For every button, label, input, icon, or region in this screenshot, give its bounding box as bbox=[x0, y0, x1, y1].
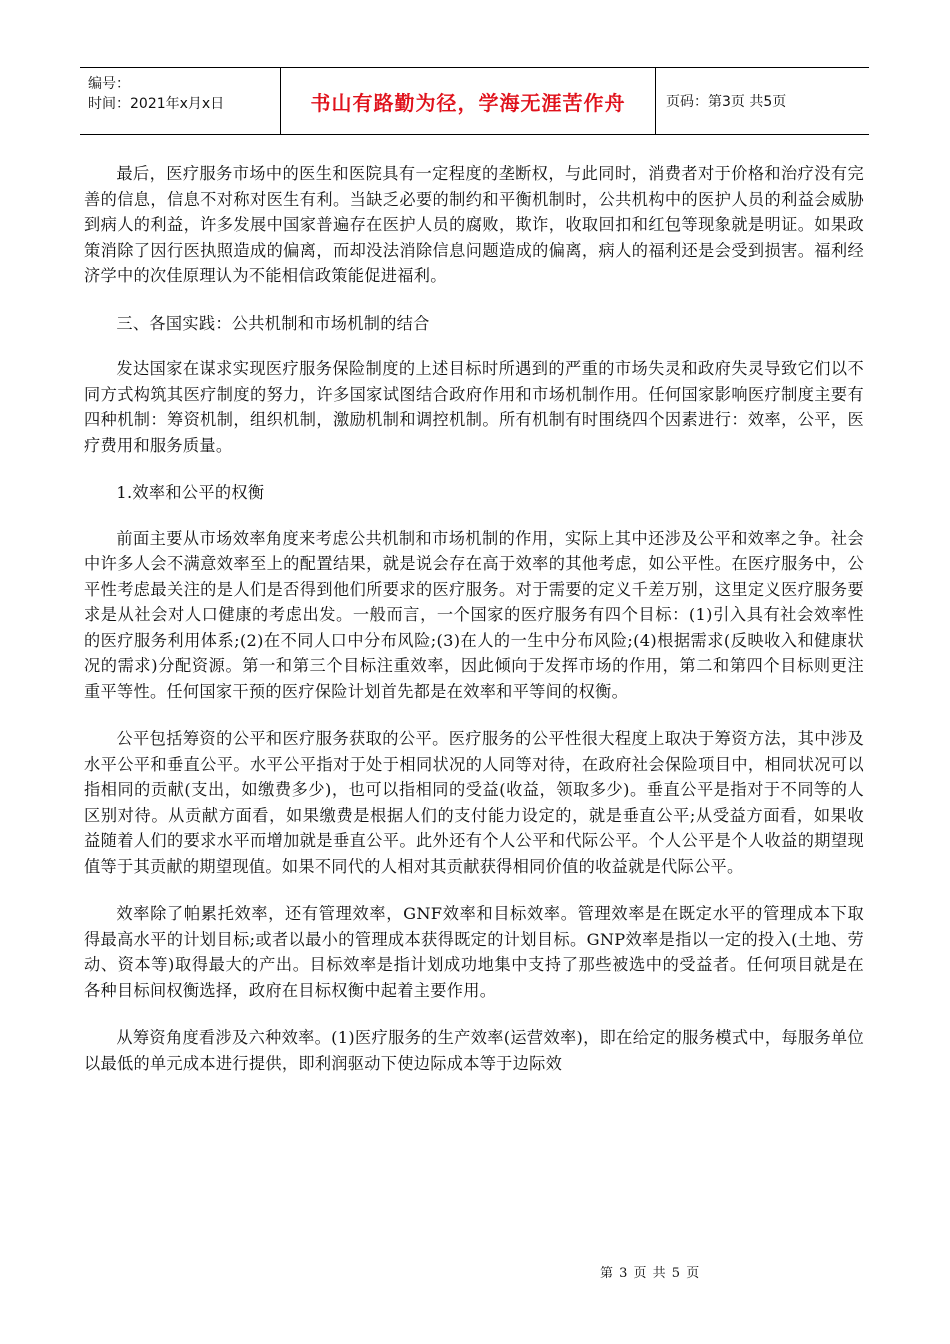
paragraph-financing-efficiency: 从筹资角度看涉及六种效率。(1)医疗服务的生产效率(运营效率)，即在给定的服务模式中，每服务单位以最低的单元成本进行提供，即利润驱动下使边际成本等于边际效 bbox=[84, 1028, 864, 1073]
page-header bbox=[80, 67, 869, 135]
paragraph-equity-types: 公平包括筹资的公平和医疗服务获取的公平。医疗服务的公平性很大程度上取决于筹资方法，其中涉及水平公平和垂直公平。水平公平指对于处于相同状况的人同等对待，在政府社会保险项目中，相同状况可以指相同的贡献(支出，如缴费多少)，也可以指相同的受益(收益，领取多少)。垂直公平是指对于不同等的人区别对待。从贡献方面看，如果缴费是根据人们的支付能力设定的，就是垂直公平;从受益方面看，如果收益随着人们的要求水平而增加就是垂直公平。此外还有个人公平和代际公平。个人公平是个人收益的期望现值等于其贡献的期望现值。如果不同代的人相对其贡献获得相同价值的收益就是代际公平。 bbox=[84, 729, 864, 876]
paragraph-closing-point: 最后，医疗服务市场中的医生和医院具有一定程度的垄断权，与此同时，消费者对于价格和治疗没有完善的信息，信息不对称对医生有利。当缺乏必要的制约和平衡机制时，公共机构中的医护人员的利益会威胁到病人的利益，许多发展中国家普遍存在医护人员的腐败，欺诈，收取回扣和红包等现象就是明证。如果政策消除了因行医执照造成的偏离，而却没法消除信息问题造成的偏离，病人的福利还是会受到损害。福利经济学中的次佳原理认为不能相信政策能促进福利。 bbox=[84, 164, 864, 285]
header-motto: 书山有路勤为径，学海无涯苦作舟 bbox=[281, 68, 656, 134]
paragraph-developed-countries: 发达国家在谋求实现医疗服务保险制度的上述目标时所遇到的严重的市场失灵和政府失灵导致它们以不同方式构筑其医疗制度的努力，许多国家试图结合政府作用和市场机制作用。任何国家影响医疗制度主要有四种机制：筹资机制，组织机制，激励机制和调控机制。所有机制有时围绕四个因素进行：效率，公平，医疗费用和服务质量。 bbox=[84, 359, 864, 455]
header-page-number: 页码：第3页 共5页 bbox=[666, 94, 787, 110]
subsection-heading-1: 1.效率和公平的权衡 bbox=[116, 483, 265, 502]
paragraph-efficiency-vs-equity: 前面主要从市场效率角度来考虑公共机制和市场机制的作用，实际上其中还涉及公平和效率之争。社会中许多人会不满意效率至上的配置结果，就是说会存在高于效率的其他考虑，如公平性。在医疗服务中，公平性考虑最关注的是人们是否得到他们所要求的医疗服务。对于需要的定义千差万别，这里定义医疗服务要求是从社会对人口健康的考虑出发。一般而言，一个国家的医疗服务有四个目标：(1)引入具有社会效率性的医疗服务利用体系;(2)在不同人口中分布风险;(3)在人的一生中分布风险;(4)根据需求(反映收入和健康状况的需求)分配资源。第一和第三个目标注重效率，因此倾向于发挥市场的作用，第二和第四个目标则更注重平等性。任何国家干预的医疗保险计划首先都是在效率和平等间的权衡。 bbox=[84, 528, 864, 701]
document-time-label: 时间：2021年x月x日 bbox=[88, 96, 225, 112]
document-body bbox=[84, 161, 864, 1098]
page-footer: 第 3 页 共 5 页 bbox=[600, 1266, 701, 1281]
section-heading-3: 三、各国实践：公共机制和市场机制的结合 bbox=[116, 313, 430, 333]
header-meta bbox=[80, 68, 281, 134]
paragraph-efficiency-types: 效率除了帕累托效率，还有管理效率，GNF效率和目标效率。管理效率是在既定水平的管理成本下取得最高水平的计划目标;或者以最小的管理成本获得既定的计划目标。GNP效率是指以一定的投入(土地、劳动、资本等)取得最大的产出。目标效率是指计划成功地集中支持了那些被选中的受益者。任何项目就是在各种目标间权衡选择，政府在目标权衡中起着主要作用。 bbox=[84, 904, 864, 1000]
document-number-label: 编号： bbox=[88, 76, 130, 92]
